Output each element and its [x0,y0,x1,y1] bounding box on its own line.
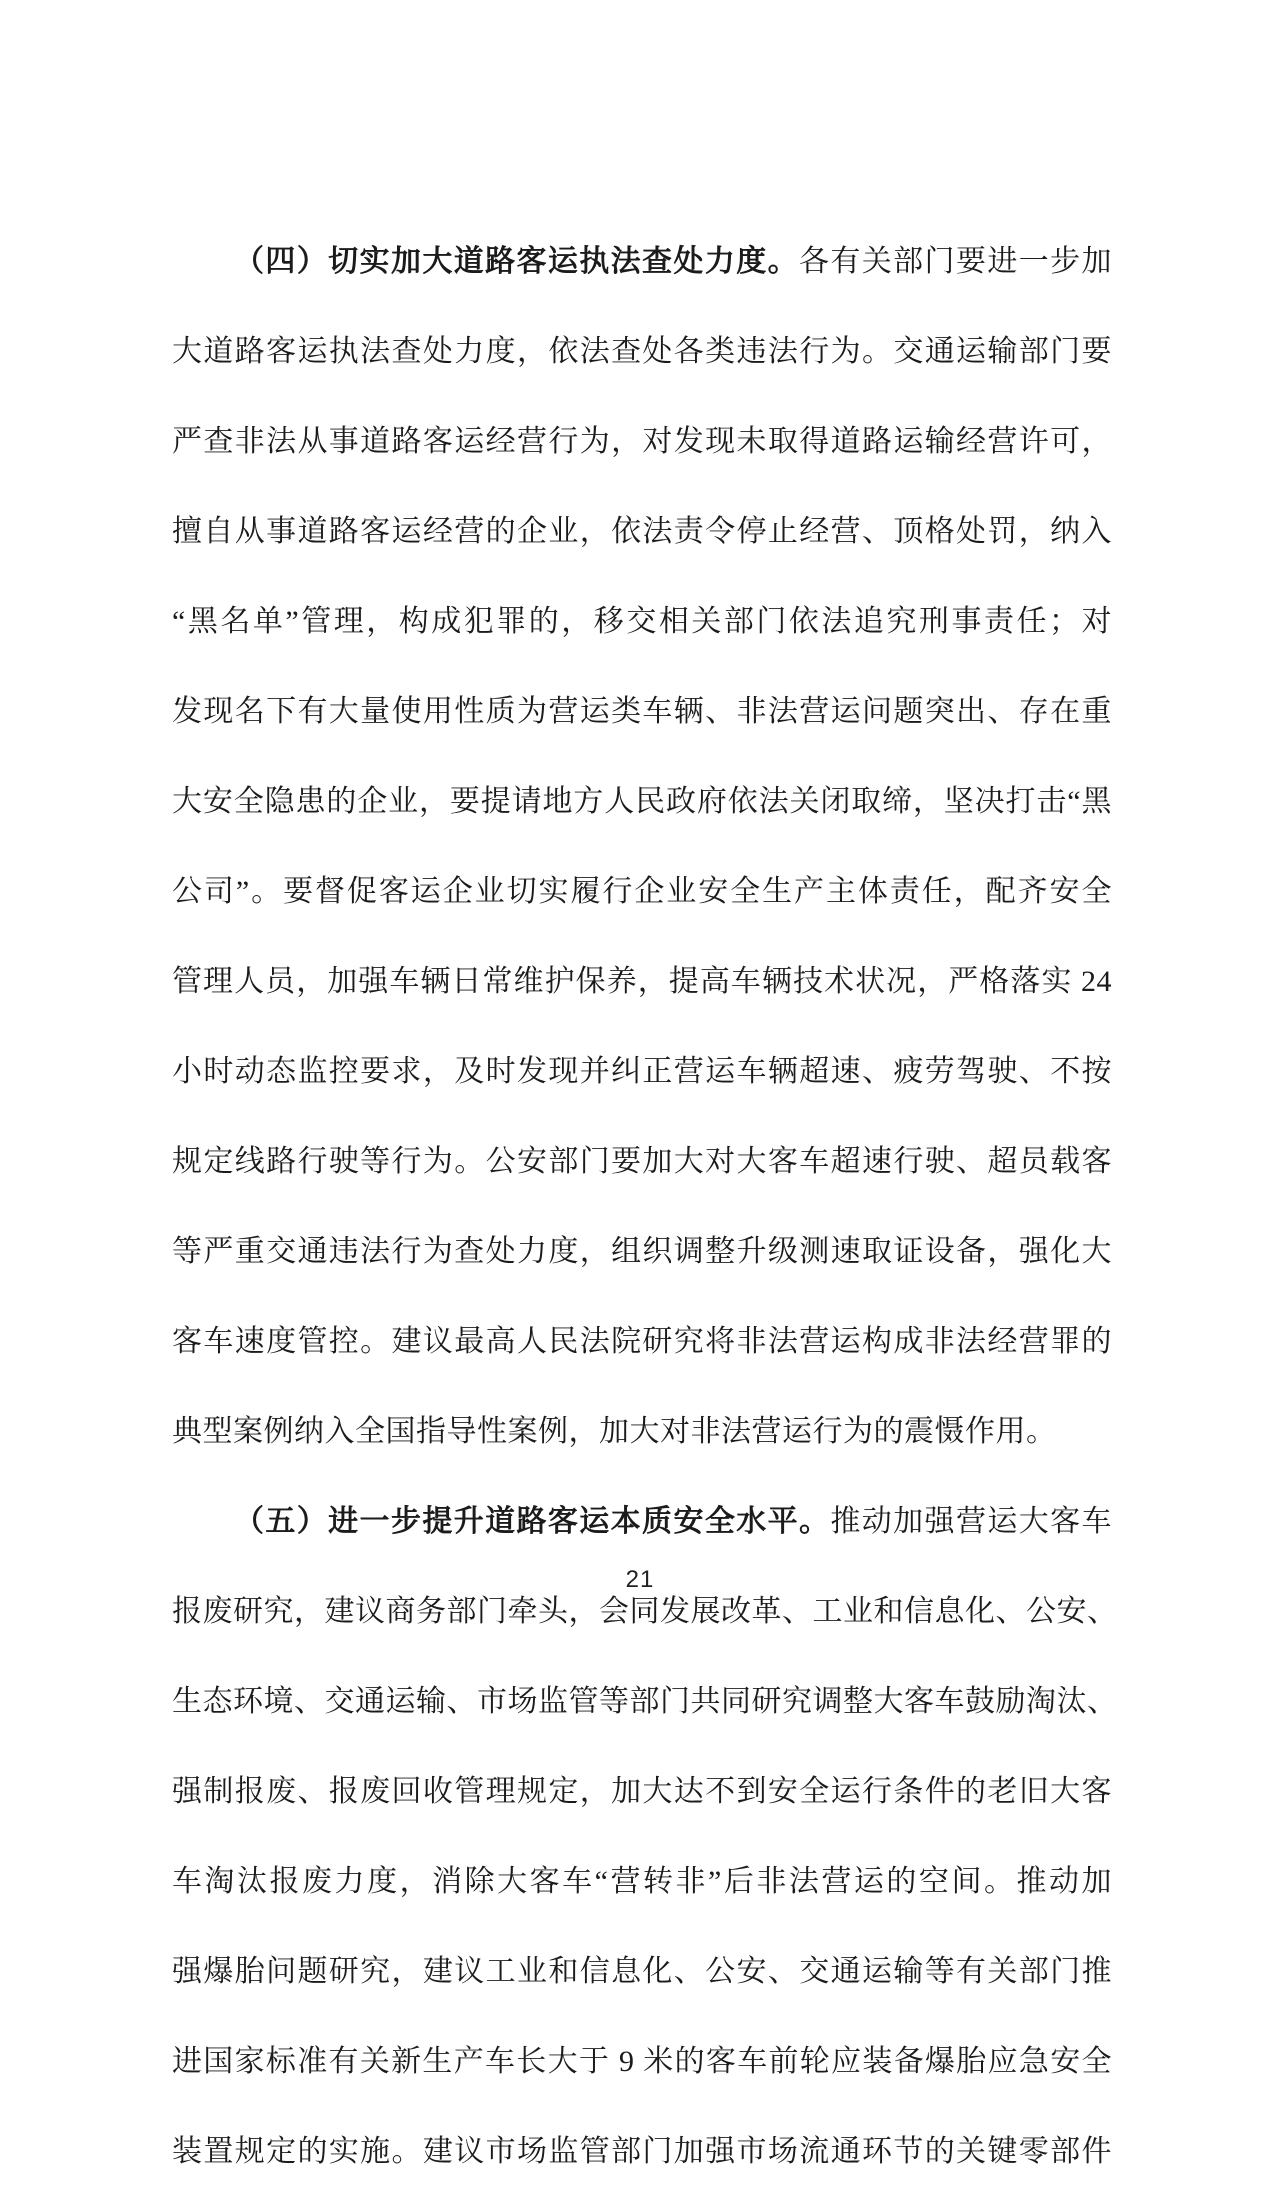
text-line: 生态环境、交通运输、市场监管等部门共同研究调整大客车鼓励淘汰、 [172,1685,1118,1718]
text-line: 报废研究，建议商务部门牵头，会同发展改革、工业和信息化、公安、 [172,1595,1118,1628]
text-line: 车淘汰报废力度，消除大客车“营转非”后非法营运的空间。推动加 [172,1865,1112,1898]
text-line: 大道路客运执法查处力度，依法查处各类违法行为。交通运输部门要 [172,335,1112,368]
text-line: 客车速度管控。建议最高人民法院研究将非法营运构成非法经营罪的 [172,1325,1112,1358]
text-line: 发现名下有大量使用性质为营运类车辆、非法营运问题突出、存在重 [172,695,1112,728]
page-footer [0,1566,1280,1594]
line-text: 推动加强营运大客车 [830,1505,1113,1538]
page-number: 21 [625,1566,655,1593]
text-line: “黑名单”管理，构成犯罪的，移交相关部门依法追究刑事责任；对 [172,605,1112,638]
text-line: 进国家标准有关新生产车长大于 9 米的客车前轮应装备爆胎应急安全 [172,2045,1112,2078]
text-line: 规定线路行驶等行为。公安部门要加大对大客车超速行驶、超员载客 [172,1145,1112,1178]
section-5-heading: （五）进一步提升道路客运本质安全水平。 [234,1505,831,1538]
text-line: 管理人员，加强车辆日常维护保养，提高车辆技术状况，严格落实 24 [172,965,1112,998]
text-line: 强制报废、报废回收管理规定，加大达不到安全运行条件的老旧大客 [172,1775,1112,1808]
text-line [172,1492,1112,1552]
section-4-heading: （四）切实加大道路客运执法查处力度。 [234,245,799,278]
text-line: 小时动态监控要求，及时发现并纠正营运车辆超速、疲劳驾驶、不按 [172,1055,1112,1088]
text-line: 装置规定的实施。建议市场监管部门加强市场流通环节的关键零部件 [172,2135,1112,2168]
document-body [172,202,1118,2212]
text-line: 严查非法从事道路客运经营行为，对发现未取得道路运输经营许可， [172,425,1112,458]
text-line: 典型案例纳入全国指导性案例，加大对非法营运行为的震慑作用。 [172,1415,1057,1448]
line-text: 各有关部门要进一步加 [799,245,1112,278]
text-line: 擅自从事道路客运经营的企业，依法责令停止经营、顶格处罚，纳入 [172,515,1112,548]
text-line [172,232,1112,292]
text-line: 强爆胎问题研究，建议工业和信息化、公安、交通运输等有关部门推 [172,1955,1112,1988]
text-line: 等严重交通违法行为查处力度，组织调整升级测速取证设备，强化大 [172,1235,1112,1268]
text-line: 大安全隐患的企业，要提请地方人民政府依法关闭取缔，坚决打击“黑 [172,785,1112,818]
text-line: 公司”。要督促客运企业切实履行企业安全生产主体责任，配齐安全 [172,875,1112,908]
